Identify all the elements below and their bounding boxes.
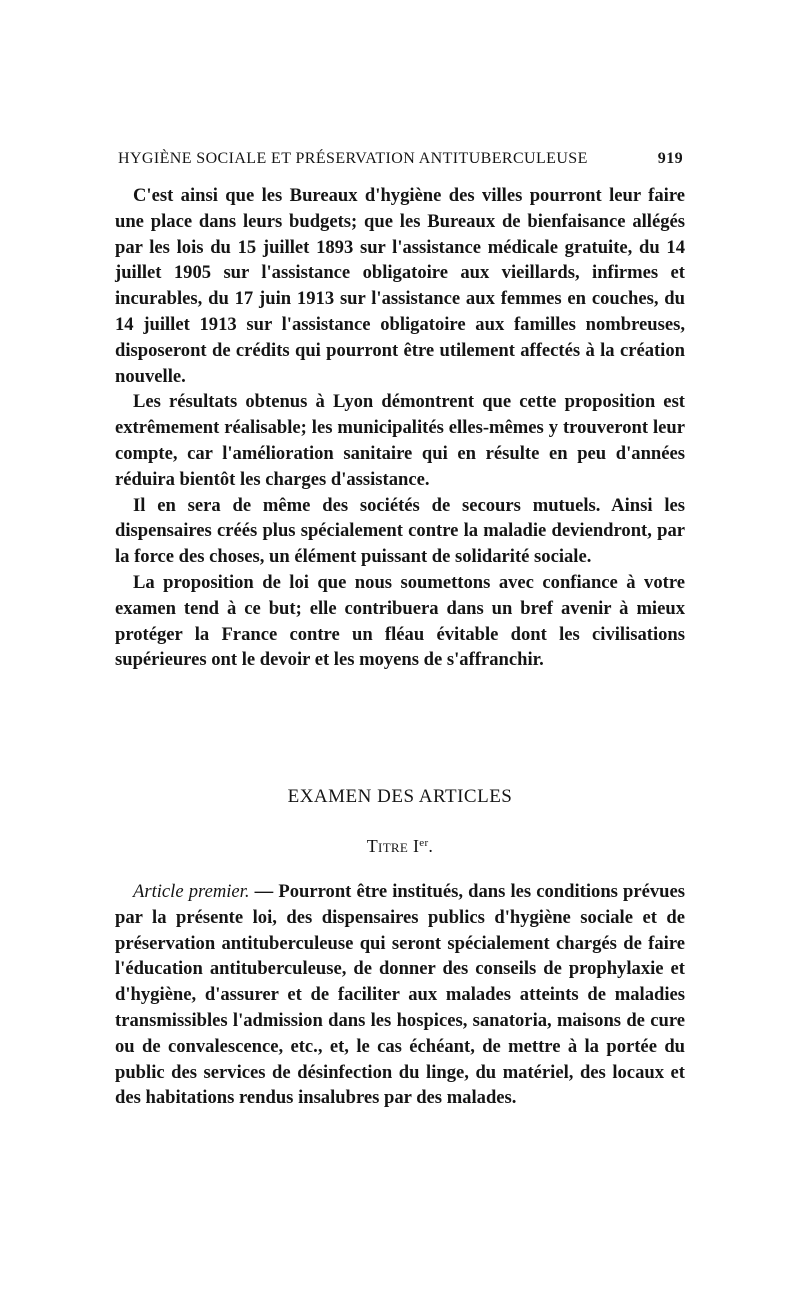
- intro-text: [115, 183, 685, 673]
- paragraph: Les résultats obtenus à Lyon démontrent que cette proposition est extrêmement réalisable; les municipalités elles-mêmes y trouveront leur compte, car l'amélioration sanitaire qui en résulte en peu d'années réduira bientôt les charges d'assistance.: [115, 391, 685, 490]
- titre-trailing: .: [428, 836, 434, 856]
- titre-word: Titre: [366, 836, 409, 856]
- page-number: 919: [657, 150, 683, 167]
- titre-numeral: I: [412, 836, 420, 856]
- paragraph: Il en sera de même des sociétés de secours mutuels. Ainsi les dispensaires créés plus spécialement contre la maladie deviendront, par la force des choses, un élément puissant de solidarité sociale.: [115, 494, 685, 568]
- titre-heading: [115, 836, 685, 857]
- running-head-title: HYGIÈNE SOCIALE ET PRÉSERVATION ANTITUBERCULEUSE: [118, 150, 588, 167]
- paragraph: La proposition de loi que nous soumettons avec confiance à votre examen tend à ce but; elle contribuera dans un bref avenir à mieux protéger la France contre un fléau évitable dont les civilisations supérieures ont le devoir et les moyens de s'affranchir.: [115, 571, 685, 671]
- section-heading: EXAMEN DES ARTICLES: [287, 786, 513, 807]
- paragraph: C'est ainsi que les Bureaux d'hygiène des villes pourront leur faire une place dans leurs budgets; que les Bureaux de bienfaisance allégés par les lois du 15 juillet 1893 sur l'assistance médicale gratuite, du 14 juillet 1905 sur l'assistance obligatoire aux vieillards, infirmes et incurables, du 17 juin 1913 sur l'assistance aux femmes en couches, du 14 juillet 1913 sur l'assistance obligatoire aux familles nombreuses, disposeront de crédits qui pourront être utilement affectés à la création nouvelle.: [115, 185, 685, 387]
- article-label: Article premier.: [133, 881, 250, 902]
- titre-superscript: er: [419, 837, 429, 849]
- article-paragraph: [115, 879, 685, 1111]
- article-text: — Pourront être institués, dans les conditions prévues par la présente loi, des dispensaires publics d'hygiène sociale et de préservation antituberculeuse qui seront spécialement chargés de faire l'éducation antituberculeuse, de donner des conseils de prophylaxie et d'hygiène, d'assurer et de faciliter aux malades atteints de maladies transmissibles l'admission dans les hospices, sanatoria, maisons de cure ou de convalescence, etc., et, le cas échéant, de mettre à la portée du public des services de désinfection du linge, du matériel, des locaux et des habitations rendus insalubres par des malades.: [115, 881, 685, 1109]
- article-section: [115, 879, 685, 1111]
